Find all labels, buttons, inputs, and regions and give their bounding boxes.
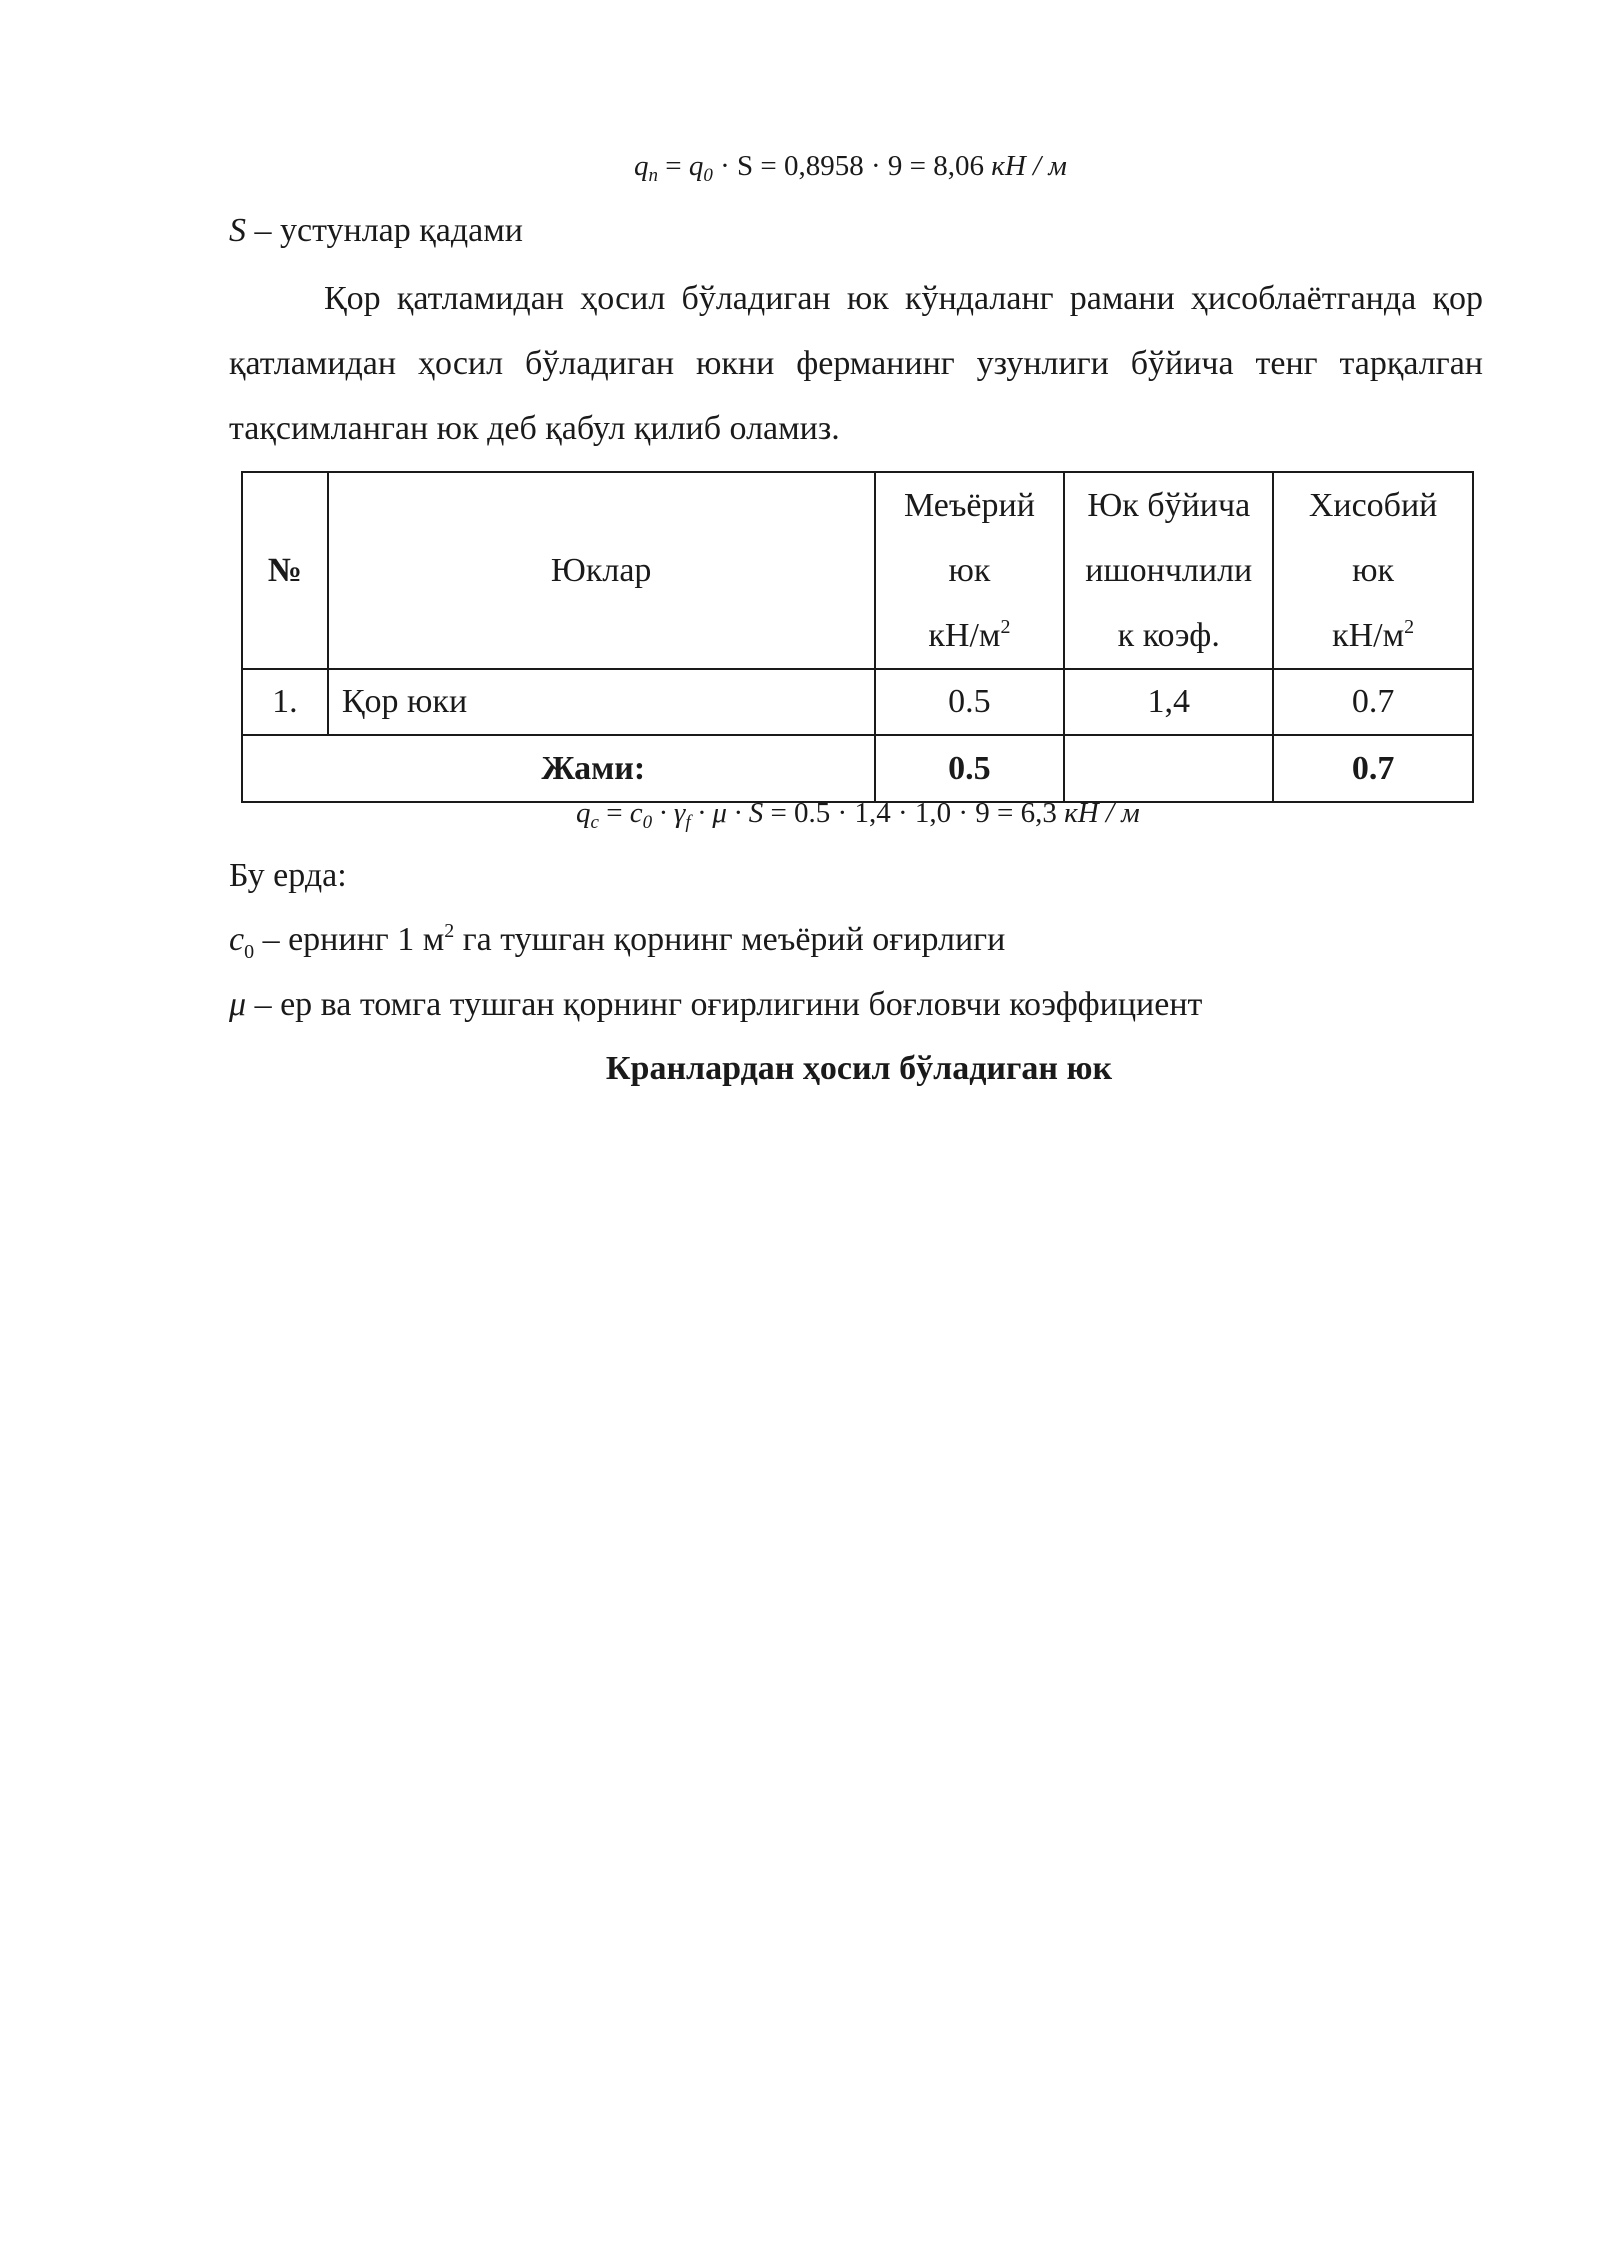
header-reliability: Юк бўйича ишончлили к коэф. bbox=[1064, 472, 1273, 669]
bu-erda-label: Бу ерда: bbox=[229, 857, 347, 894]
header-design: Хисобий юк $кН/м^2$ bbox=[1273, 472, 1473, 669]
row-coefficient: 1,4 bbox=[1064, 669, 1273, 735]
c0-definition: $c_0$ – ернинг 1 $м^2$ га тушган қорнинг меъёрий оғирлиги bbox=[229, 920, 1006, 963]
section-heading: Кранлардан ҳосил бўладиган юк bbox=[605, 1050, 1113, 1087]
row-name: Қор юки bbox=[328, 669, 875, 735]
total-coefficient-empty bbox=[1064, 735, 1273, 802]
snow-load-paragraph: Қор қатламидан ҳосил бўладиган юк кўндаланг рамани ҳисоблаётганда қор қатламидан ҳосил бўладиган юкни ферманинг узунлиги бўйича тенг тарқалган тақсимланган юк деб қабул қилиб оламиз. bbox=[229, 280, 1483, 447]
loads-table bbox=[241, 471, 1474, 803]
table-row bbox=[242, 669, 1473, 735]
mu-definition: μ – ер ва томга тушган қорнинг оғирлигини боғловчи коэффициент bbox=[229, 986, 1203, 1023]
row-number: 1. bbox=[242, 669, 328, 735]
row-design: 0.7 bbox=[1273, 669, 1473, 735]
header-number: № bbox=[242, 472, 328, 669]
total-normative: 0.5 bbox=[875, 735, 1065, 802]
formula-qc: $q_c = c_0 \cdot \gamma_f \cdot \mu \cdot S = 0.5 \cdot 1,4 \cdot 1,0 \cdot 9 = 6,3$ кН / м bbox=[576, 797, 1140, 833]
s-definition: S – устунлар қадами bbox=[229, 212, 523, 249]
header-loads: Юклар bbox=[328, 472, 875, 669]
total-design: 0.7 bbox=[1273, 735, 1473, 802]
header-normative: Меъёрий юк $кН/м^2$ bbox=[875, 472, 1065, 669]
table-total-row bbox=[242, 735, 1473, 802]
total-label: Жами: bbox=[242, 735, 875, 802]
row-normative: 0.5 bbox=[875, 669, 1065, 735]
formula-qn: $q_n = q_0 \cdot S = 0,8958 \cdot 9 = 8,06$ кН / м bbox=[634, 150, 1067, 186]
table-header-row bbox=[242, 472, 1473, 669]
